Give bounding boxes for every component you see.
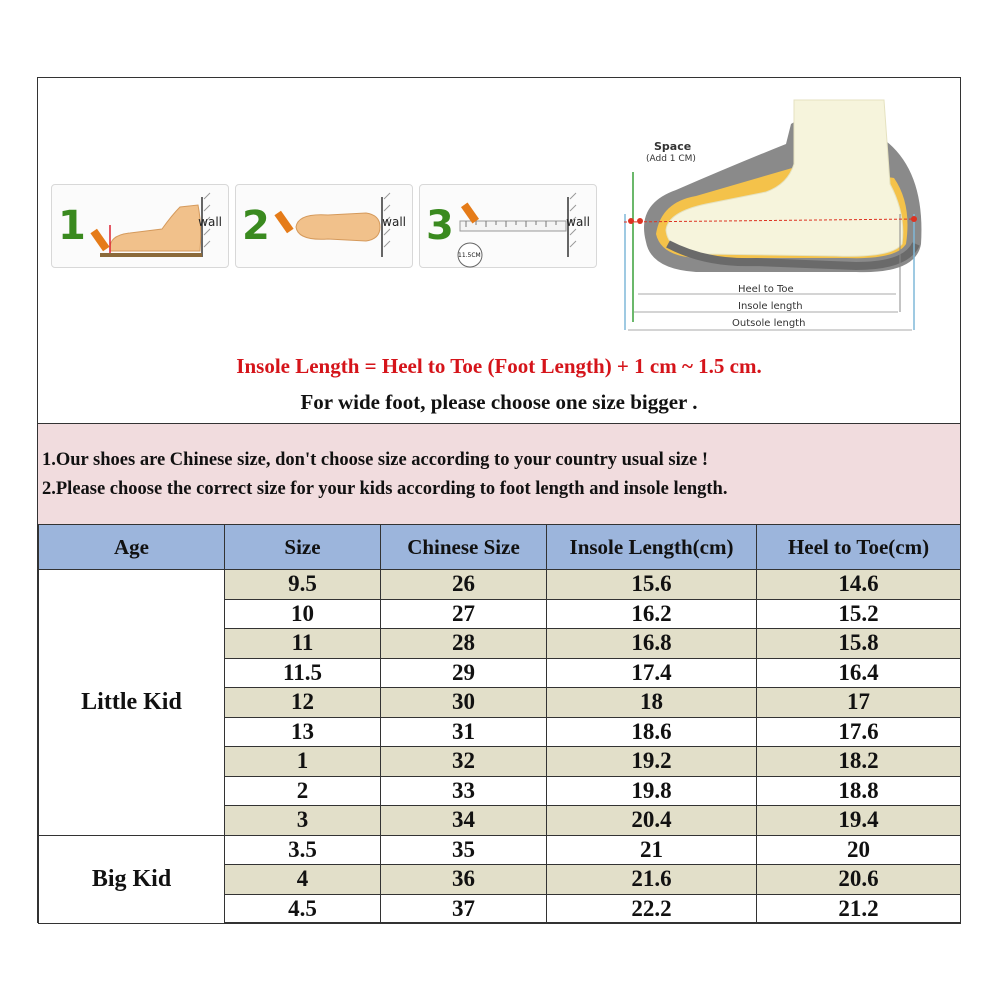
- heel-to-toe-cell: 16.4: [757, 658, 961, 688]
- chinese-size-cell: 33: [381, 776, 547, 806]
- size-chart: [37, 77, 961, 923]
- table-row: [39, 570, 961, 600]
- size-cell: 3.5: [225, 835, 381, 865]
- insole-length-cell: 19.2: [547, 747, 757, 777]
- insole-length-cell: 16.2: [547, 599, 757, 629]
- chinese-size-cell: 32: [381, 747, 547, 777]
- note-1: 1.Our shoes are Chinese size, don't choose size according to your country usual size !: [42, 450, 708, 470]
- chinese-size-cell: 28: [381, 629, 547, 659]
- chinese-size-cell: 26: [381, 570, 547, 600]
- table-row: [39, 835, 961, 865]
- step-number: 1: [58, 203, 86, 249]
- size-cell: 10: [225, 599, 381, 629]
- insole-length-label: Insole length: [738, 301, 803, 312]
- heel-to-toe-cell: 20: [757, 835, 961, 865]
- size-table: [38, 524, 961, 924]
- header-age: Age: [39, 525, 225, 570]
- heel-to-toe-cell: 21.2: [757, 894, 961, 924]
- wall-label: wall: [382, 215, 406, 229]
- header-insole-length: Insole Length(cm): [547, 525, 757, 570]
- insole-length-cell: 19.8: [547, 776, 757, 806]
- space-note: (Add 1 CM): [646, 154, 696, 164]
- insole-length-cell: 18.6: [547, 717, 757, 747]
- size-cell: 11.5: [225, 658, 381, 688]
- size-cell: 2: [225, 776, 381, 806]
- outsole-length-label: Outsole length: [732, 318, 806, 329]
- insole-length-cell: 18: [547, 688, 757, 718]
- chinese-size-cell: 27: [381, 599, 547, 629]
- insole-formula: Insole Length = Heel to Toe (Foot Length) + 1 cm ~ 1.5 cm.: [236, 354, 762, 378]
- insole-length-cell: 22.2: [547, 894, 757, 924]
- insole-length-cell: 15.6: [547, 570, 757, 600]
- insole-length-cell: 21: [547, 835, 757, 865]
- heel-to-toe-cell: 15.2: [757, 599, 961, 629]
- chinese-size-cell: 30: [381, 688, 547, 718]
- chinese-size-cell: 29: [381, 658, 547, 688]
- chinese-size-cell: 34: [381, 806, 547, 836]
- measure-step-1: [51, 184, 229, 268]
- shoe-foot-illustration: [606, 94, 926, 334]
- size-cell: 3: [225, 806, 381, 836]
- size-cell: 11: [225, 629, 381, 659]
- measure-section: [38, 78, 960, 423]
- insole-length-cell: 20.4: [547, 806, 757, 836]
- header-size: Size: [225, 525, 381, 570]
- size-cell: 4: [225, 865, 381, 895]
- header-chinese-size: Chinese Size: [381, 525, 547, 570]
- insole-length-cell: 16.8: [547, 629, 757, 659]
- heel-to-toe-label: Heel to Toe: [738, 284, 794, 295]
- age-group-cell: Big Kid: [39, 835, 225, 924]
- wall-label: wall: [566, 215, 590, 229]
- insole-length-cell: 21.6: [547, 865, 757, 895]
- heel-to-toe-cell: 14.6: [757, 570, 961, 600]
- heel-to-toe-cell: 17: [757, 688, 961, 718]
- chinese-size-cell: 31: [381, 717, 547, 747]
- chinese-size-cell: 36: [381, 865, 547, 895]
- heel-to-toe-cell: 18.8: [757, 776, 961, 806]
- table-header-row: [39, 525, 961, 570]
- chinese-size-cell: 35: [381, 835, 547, 865]
- age-group-cell: Little Kid: [39, 570, 225, 836]
- size-cell: 9.5: [225, 570, 381, 600]
- wide-foot-note: For wide foot, please choose one size bigger .: [300, 390, 698, 414]
- size-cell: 13: [225, 717, 381, 747]
- size-cell: 12: [225, 688, 381, 718]
- chinese-size-cell: 37: [381, 894, 547, 924]
- size-table-body: [39, 570, 961, 924]
- ruler-value: 11.5CM: [458, 252, 481, 259]
- note-2: 2.Please choose the correct size for your kids according to foot length and insole length.: [42, 479, 728, 499]
- header-heel-to-toe: Heel to Toe(cm): [757, 525, 961, 570]
- size-notes: [38, 423, 960, 524]
- heel-to-toe-cell: 18.2: [757, 747, 961, 777]
- measure-step-3: [419, 184, 597, 268]
- step-number: 3: [426, 203, 454, 249]
- heel-to-toe-cell: 15.8: [757, 629, 961, 659]
- heel-to-toe-cell: 19.4: [757, 806, 961, 836]
- heel-to-toe-cell: 20.6: [757, 865, 961, 895]
- size-cell: 1: [225, 747, 381, 777]
- size-cell: 4.5: [225, 894, 381, 924]
- measure-step-2: [235, 184, 413, 268]
- step-number: 2: [242, 203, 270, 249]
- space-label: Space: [654, 140, 692, 153]
- insole-length-cell: 17.4: [547, 658, 757, 688]
- heel-to-toe-cell: 17.6: [757, 717, 961, 747]
- shoe-measurement-diagram: [606, 94, 926, 334]
- wall-label: wall: [198, 215, 222, 229]
